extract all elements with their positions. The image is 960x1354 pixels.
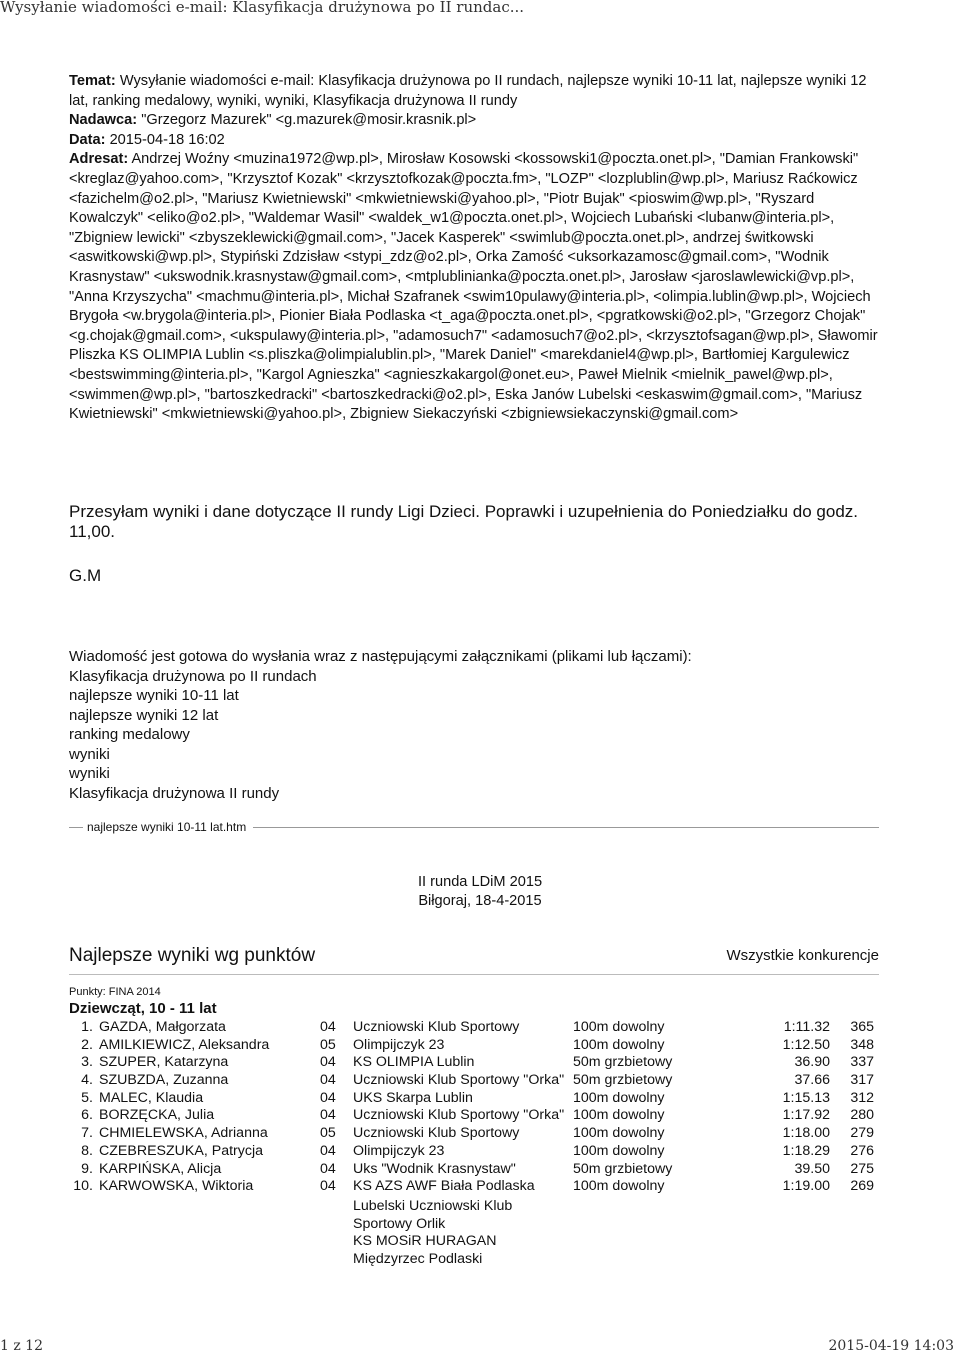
- result-time: 39.50: [794, 1160, 830, 1177]
- place: 1.: [81, 1019, 93, 1035]
- event-name: 100m dowolny: [573, 1019, 665, 1035]
- event-name: 100m dowolny: [573, 1089, 665, 1106]
- event-name: 50m grzbietowy: [573, 1160, 673, 1177]
- club-line: Sportowy Orlik: [353, 1215, 446, 1232]
- event-place-date: Biłgoraj, 18-4-2015: [418, 893, 542, 909]
- recipient-line: [69, 150, 879, 424]
- swimmer-name: KARWOWSKA, Wiktoria: [99, 1178, 254, 1195]
- birth-year: 04: [320, 1142, 336, 1159]
- separator-label: najlepsze wyniki 10-11 lat.htm: [87, 820, 247, 834]
- table-row: [69, 1054, 874, 1072]
- place: 3.: [81, 1054, 93, 1071]
- separator-line-right: [253, 827, 879, 828]
- result-time: 1:15.13: [782, 1089, 830, 1106]
- result-time: 37.66: [794, 1072, 830, 1089]
- date-line: [69, 131, 879, 151]
- birth-year: 05: [320, 1036, 336, 1053]
- separator-line-left: [69, 827, 83, 828]
- place: 6.: [81, 1107, 93, 1124]
- club-name: Uczniowski Klub Sportowy: [353, 1125, 520, 1142]
- swimmer-name: GAZDA, Małgorzata: [99, 1019, 226, 1035]
- event-name: 100m dowolny: [573, 1125, 665, 1142]
- email-body: Przesyłam wyniki i dane dotyczące II rundy Ligi Dzieci. Poprawki i uzupełnienia do Poniedziałku do godz. 11,00.: [69, 502, 859, 541]
- fina-points: 312: [850, 1089, 874, 1106]
- place: 8.: [81, 1142, 93, 1159]
- event-name: 100m dowolny: [573, 1142, 665, 1159]
- swimmer-name: AMILKIEWICZ, Aleksandra: [99, 1036, 270, 1053]
- fina-points: 275: [850, 1160, 874, 1177]
- event-name: 100m dowolny: [573, 1107, 665, 1124]
- club-name: UKS Skarpa Lublin: [353, 1089, 473, 1106]
- result-time: 1:11.32: [783, 1019, 830, 1035]
- attachment-item: Klasyfikacja drużynowa po II rundach: [69, 667, 317, 685]
- table-row: [69, 1125, 874, 1143]
- birth-year: 04: [320, 1019, 336, 1035]
- event-name: 100m dowolny: [573, 1178, 665, 1195]
- table-row: [69, 1107, 874, 1125]
- club-line: Lubelski Uczniowski Klub: [353, 1198, 513, 1214]
- attachment-item: najlepsze wyniki 12 lat: [69, 706, 219, 724]
- birth-year: 04: [320, 1054, 336, 1071]
- attachment-item: Klasyfikacja drużynowa II rundy: [69, 784, 280, 802]
- attachment-item: wyniki: [69, 765, 110, 782]
- table-row: [69, 1072, 874, 1090]
- divider: [69, 974, 879, 975]
- place: 7.: [81, 1125, 93, 1142]
- table-row: [69, 1178, 874, 1196]
- date-value: 2015-04-18 16:02: [109, 131, 225, 148]
- swimmer-name: SZUPER, Katarzyna: [99, 1054, 229, 1071]
- sender-label: Nadawca:: [69, 112, 138, 129]
- place: 5.: [81, 1089, 93, 1106]
- fina-points: 317: [850, 1072, 874, 1089]
- birth-year: 04: [320, 1107, 336, 1124]
- email-header: [69, 72, 879, 425]
- attachment-item: najlepsze wyniki 10-11 lat: [69, 687, 239, 704]
- subject-value: Wysyłanie wiadomości e-mail: Klasyfikacja drużynowa po II rundach, najlepsze wyniki 10-11 lat, najlepsze wyniki 12 lat, ranking medalowy, wyniki, wyniki, Klasyfikacja drużynowa II rundy: [69, 73, 867, 109]
- result-time: 1:12.50: [782, 1036, 830, 1053]
- table-row: [69, 1019, 874, 1037]
- results-filter: Wszystkie konkurencje: [726, 947, 879, 964]
- print-timestamp: 2015-04-19 14:03: [828, 1338, 954, 1354]
- club-name: Uczniowski Klub Sportowy: [353, 1019, 520, 1035]
- place: 9.: [81, 1160, 93, 1177]
- event-name: 50m grzbietowy: [573, 1072, 673, 1089]
- club-name: Uczniowski Klub Sportowy "Orka": [353, 1107, 565, 1124]
- club-name: KS AZS AWF Biała Podlaska: [353, 1178, 535, 1195]
- swimmer-name: KARPIŃSKA, Alicja: [99, 1160, 222, 1177]
- fina-points: 280: [850, 1107, 874, 1124]
- club-name: Olimpijczyk 23: [353, 1036, 445, 1053]
- fina-points: 276: [850, 1142, 874, 1159]
- subject-line: [69, 72, 879, 111]
- fina-points: 348: [850, 1036, 874, 1053]
- attachments-block: [69, 647, 692, 803]
- swimmer-name: CHMIELEWSKA, Adrianna: [99, 1125, 268, 1142]
- table-row: [69, 1090, 874, 1108]
- club-line: Międzyrzec Podlaski: [353, 1251, 483, 1268]
- fina-points: 269: [850, 1178, 874, 1195]
- birth-year: 05: [320, 1125, 336, 1142]
- event-title: II runda LDiM 2015: [417, 874, 543, 890]
- page-number: 1 z 12: [0, 1338, 43, 1354]
- swimmer-name: SZUBZDA, Zuzanna: [99, 1072, 229, 1089]
- club-name: KS OLIMPIA Lublin: [353, 1054, 475, 1071]
- place: 10.: [73, 1178, 93, 1195]
- club-name: Uczniowski Klub Sportowy "Orka": [353, 1072, 565, 1089]
- attachments-intro: Wiadomość jest gotowa do wysłania wraz z następującymi załącznikami (plikami lub łączami):: [69, 648, 692, 665]
- place: 2.: [81, 1036, 93, 1053]
- swimmer-name: CZEBRESZUKA, Patrycja: [99, 1142, 263, 1159]
- signature: G.M: [69, 566, 102, 585]
- page-title: Wysyłanie wiadomości e-mail: Klasyfikacja drużynowa po II rundac...: [0, 0, 525, 16]
- birth-year: 04: [320, 1089, 336, 1106]
- table-row: [69, 1143, 874, 1161]
- results-table: [69, 1019, 874, 1196]
- attachment-item: ranking medalowy: [69, 726, 190, 743]
- attachment-separator: [69, 820, 879, 834]
- event-name: 50m grzbietowy: [573, 1054, 673, 1071]
- sender-line: [69, 111, 879, 131]
- recipient-label: Adresat:: [69, 151, 129, 168]
- birth-year: 04: [320, 1072, 336, 1089]
- attachment-item: wyniki: [69, 745, 110, 763]
- event-name: 100m dowolny: [573, 1036, 665, 1053]
- extra-clubs: [353, 1198, 512, 1269]
- fina-points: 365: [850, 1019, 874, 1035]
- result-time: 1:17.92: [782, 1107, 830, 1124]
- swimmer-name: MALEC, Klaudia: [99, 1089, 204, 1106]
- birth-year: 04: [320, 1178, 336, 1195]
- subject-label: Temat:: [69, 73, 116, 89]
- points-label: Punkty: FINA 2014: [69, 986, 161, 998]
- swimmer-name: BORZĘCKA, Julia: [99, 1107, 215, 1124]
- category-title: Dziewcząt, 10 - 11 lat: [69, 1000, 217, 1017]
- club-line: KS MOSiR HURAGAN: [353, 1233, 497, 1250]
- birth-year: 04: [320, 1160, 336, 1177]
- result-time: 1:19.00: [782, 1178, 830, 1195]
- result-time: 1:18.00: [782, 1125, 830, 1142]
- recipient-value: Andrzej Woźny <muzina1972@wp.pl>, Mirosław Kosowski <kossowski1@poczta.onet.pl>, "Damian Frankowski" <kreglaz@yahoo.com>, "Krzysztof Kozak" <krzysztofkozak@poczta.fm>, "LOZP" <lozplublin@wp.pl>, Mariusz Raćkowicz <fazichelm@o2.pl>, "Mariusz Kwietniewski" <mkwietniewski@yahoo.pl>, "Piotr Bujak" <pioswim@wp.pl>, "Ryszard Kowalczyk" <eliko@o2.pl>, "Waldemar Wasil" <waldek_w1@poczta.onet.pl>, Wojciech Lubański <lubanw@interia.pl>, "Zbigniew lewicki" <zbyszeklewicki@gmail.com>, "Jacek Kasperek" <swimlub@poczta.onet.pl>, andrzej świtkowski <aswitkowski@wp.pl>, Stypiński Zdzisław <stypi_zdz@o2.pl>, Orka Zamość <uksorkazamosc@gmail.com>, "Wodnik Krasnystaw" <ukswodnik.krasnystaw@gmail.com>, <mtplublinianka@poczta.onet.pl>, Jarosław <jaroslawlewicki@vp.pl>, "Anna Krzyszycha" <machmu@interia.pl>, Michał Szafranek <swim10pulawy@interia.pl>, <olimpia.lublin@wp.pl>, Wojciech Brygoła <w.brygola@interia.pl>, Pionier Biała Podlaska <t_aga@poczta.onet.pl>, <pgratkowski@o2.pl>, "Grzegorz Chojak" <g.chojak@gmail.com>, <ukspulawy@interia.pl>, "adamosuch7" <adamosuch7@o2.pl>, <krzysztofsagan@wp.pl>, Sławomir Pliszka KS OLIMPIA Lublin <s.pliszka@olimpialublin.pl>, "Marek Daniel" <marekdaniel4@wp.pl>, Bartłomiej Kargulewicz <bestswimming@interia.pl>, "Kargol Agnieszka" <agnieszkakargol@onet.eu>, Paweł Mielnik <mielnik_pawel@wp.pl>, <swimmen@wp.pl>, "bartoszkedracki" <bartoszkedracki@o2.pl>, Eska Janów Lubelski <eskaswim@gmail.com>, "Mariusz Kwietniewski" <mkwietniewski@yahoo.pl>, Zbigniew Siekaczyński <zbigniewsiekaczynski@gmail.com>: [69, 151, 878, 423]
- sender-value: "Grzegorz Mazurek" <g.mazurek@mosir.krasnik.pl>: [141, 112, 477, 129]
- club-name: Olimpijczyk 23: [353, 1142, 445, 1159]
- table-row: [69, 1037, 874, 1055]
- result-time: 1:18.29: [782, 1142, 830, 1159]
- result-time: 36.90: [794, 1054, 830, 1071]
- date-label: Data:: [69, 131, 106, 148]
- fina-points: 279: [850, 1125, 874, 1142]
- table-row: [69, 1161, 874, 1179]
- results-heading: Najlepsze wyniki wg punktów: [69, 945, 316, 966]
- place: 4.: [81, 1072, 93, 1089]
- club-name: Uks "Wodnik Krasnystaw": [353, 1160, 516, 1177]
- fina-points: 337: [850, 1054, 874, 1071]
